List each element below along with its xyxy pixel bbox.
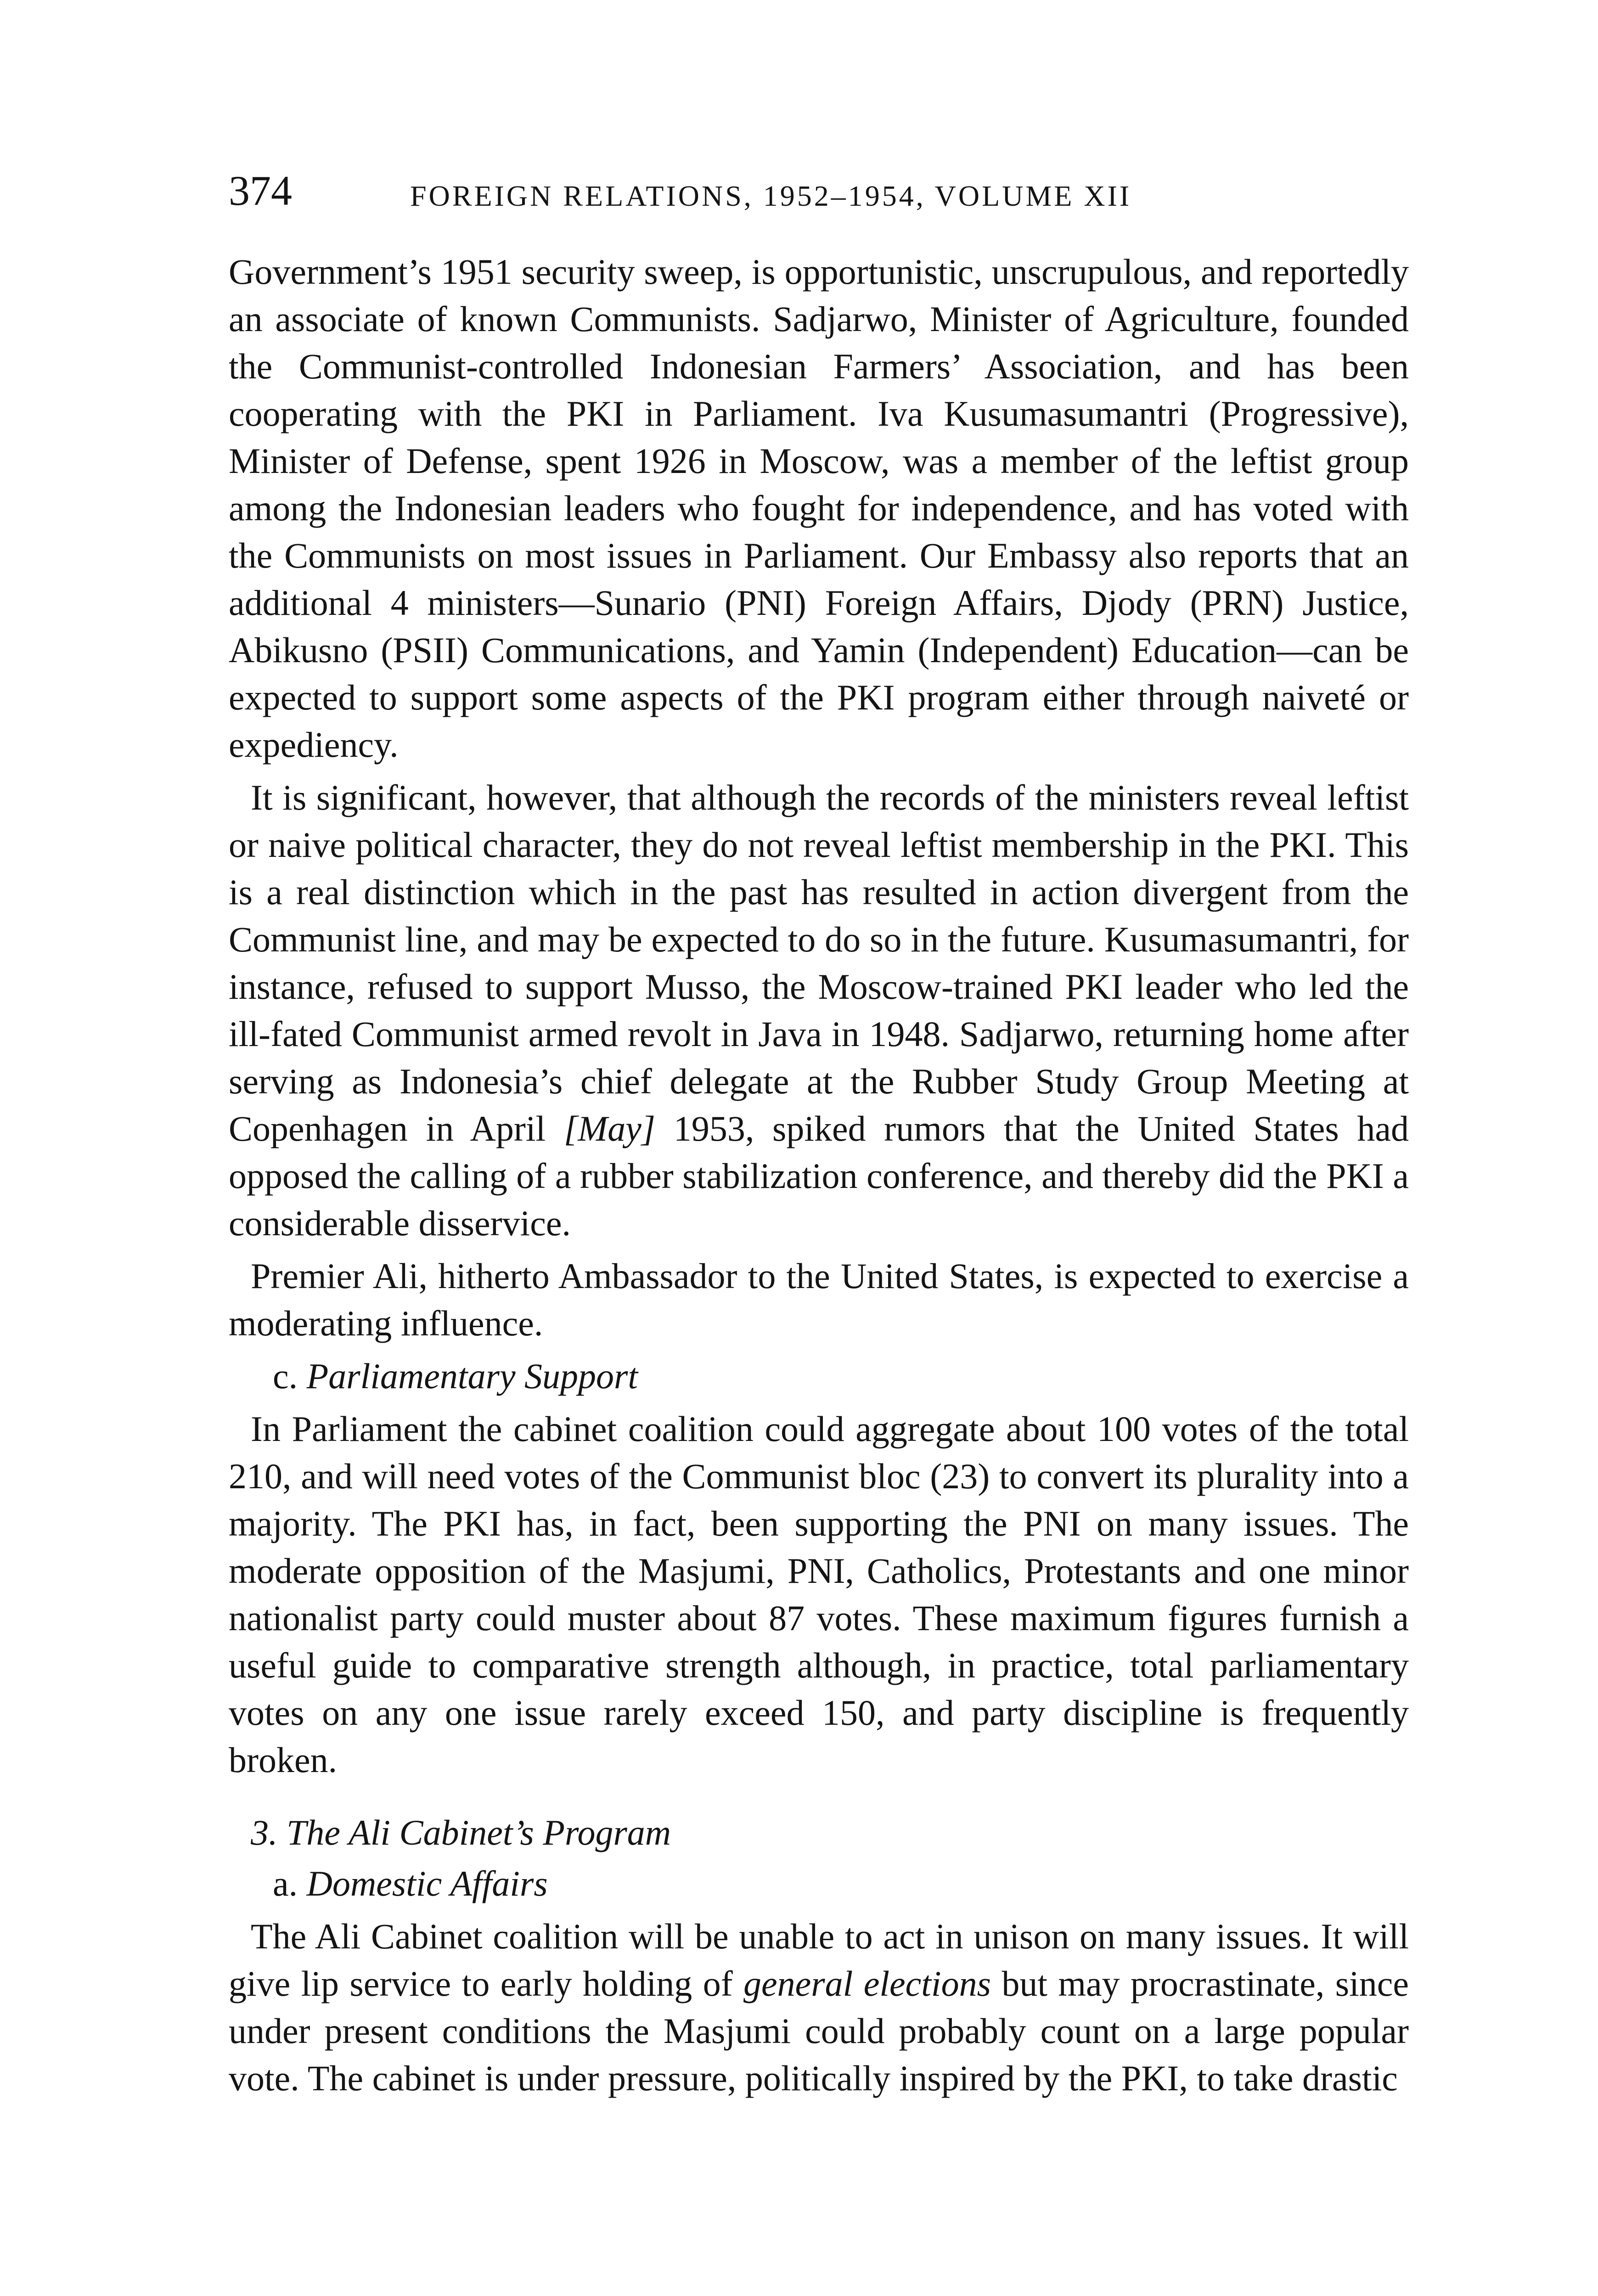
- paragraph-parliament-votes: In Parliament the cabinet coalition could aggregate about 100 votes of the total 210, and will need votes of the Communist bloc (23) to convert its plurality into a majority. The PKI has, in fact, been supporting the PNI on many issues. The moderate opposition of the Masjumi, PNI, Catholics, Protestants and one minor nationalist party could muster about 87 votes. These maximum figures furnish a useful guide to comparative strength although, in practice, total parliamentary votes on any one issue rarely exceed 150, and party discipline is frequently broken.: [229, 1409, 1409, 1780]
- paragraph-ministers-records: [229, 774, 1409, 1247]
- page-number: 374: [229, 167, 292, 214]
- emphasis-general-elections: general elections: [743, 1964, 991, 2003]
- running-head: [229, 165, 1409, 230]
- subheading-domestic-affairs: [229, 1860, 1409, 1907]
- subheading-label: a.: [273, 1863, 298, 1903]
- subheading-parliamentary-support: [229, 1352, 1409, 1400]
- paragraph-domestic-affairs: [229, 1913, 1409, 2102]
- body-text: [229, 248, 1409, 2102]
- paragraph-text: but may procrastinate, since under present conditions the Masjumi could probably count on a large popular vote. The cabinet is under pressure, politically inspired by the PKI, to take drastic: [229, 1964, 1409, 2098]
- document-page: [229, 165, 1409, 2102]
- subheading-title: Domestic Affairs: [306, 1863, 548, 1903]
- paragraph-continued: Government’s 1951 security sweep, is opportunistic, unscrupulous, and reportedly an associate of known Communists. Sadjarwo, Minister of Agriculture, founded the Communist-controlled Indonesian Farmers’ Association, and has been cooperating with the PKI in Parliament. Iva Kusumasumantri (Progressive), Minister of Defense, spent 1926 in Moscow, was a member of the leftist group among the Indonesian leaders who fought for independence, and has voted with the Communists on most issues in Parliament. Our Embassy also reports that an additional 4 ministers—Sunario (PNI) Foreign Affairs, Djody (PRN) Justice, Abikusno (PSII) Communications, and Yamin (Independent) Education—can be expected to support some aspects of the PKI program either through naiveté or expediency.: [229, 252, 1409, 765]
- section-heading-cabinet-program: 3. The Ali Cabinet’s Program: [251, 1812, 671, 1852]
- editorial-correction: [May]: [563, 1109, 656, 1148]
- running-title: FOREIGN RELATIONS, 1952–1954, VOLUME XII: [410, 180, 1132, 212]
- subheading-title: Parliamentary Support: [306, 1356, 638, 1396]
- paragraph-text: 1953, spiked rumors that the United States had opposed the calling of a rubber stabilization conference, and thereby did the PKI a considerable disservice.: [229, 1109, 1409, 1243]
- subheading-label: c.: [273, 1356, 298, 1396]
- paragraph-text: The Ali Cabinet coalition will be unable to act in unison on many issues. It will give lip service to early holding of: [229, 1916, 1409, 2003]
- paragraph-text: It is significant, however, that although the records of the ministers reveal leftist or naive political character, they do not reveal leftist membership in the PKI. This is a real distinction which in the past has resulted in action divergent from the Communist line, and may be expected to do so in the future. Kusumasumantri, for instance, refused to support Musso, the Moscow-trained PKI leader who led the ill-fated Communist armed revolt in Java in 1948. Sadjarwo, returning home after serving as Indonesia’s chief delegate at the Rubber Study Group Meeting at Copenhagen in April: [229, 777, 1409, 1148]
- paragraph-premier-ali: Premier Ali, hitherto Ambassador to the United States, is expected to exercise a moderating influence.: [229, 1256, 1409, 1343]
